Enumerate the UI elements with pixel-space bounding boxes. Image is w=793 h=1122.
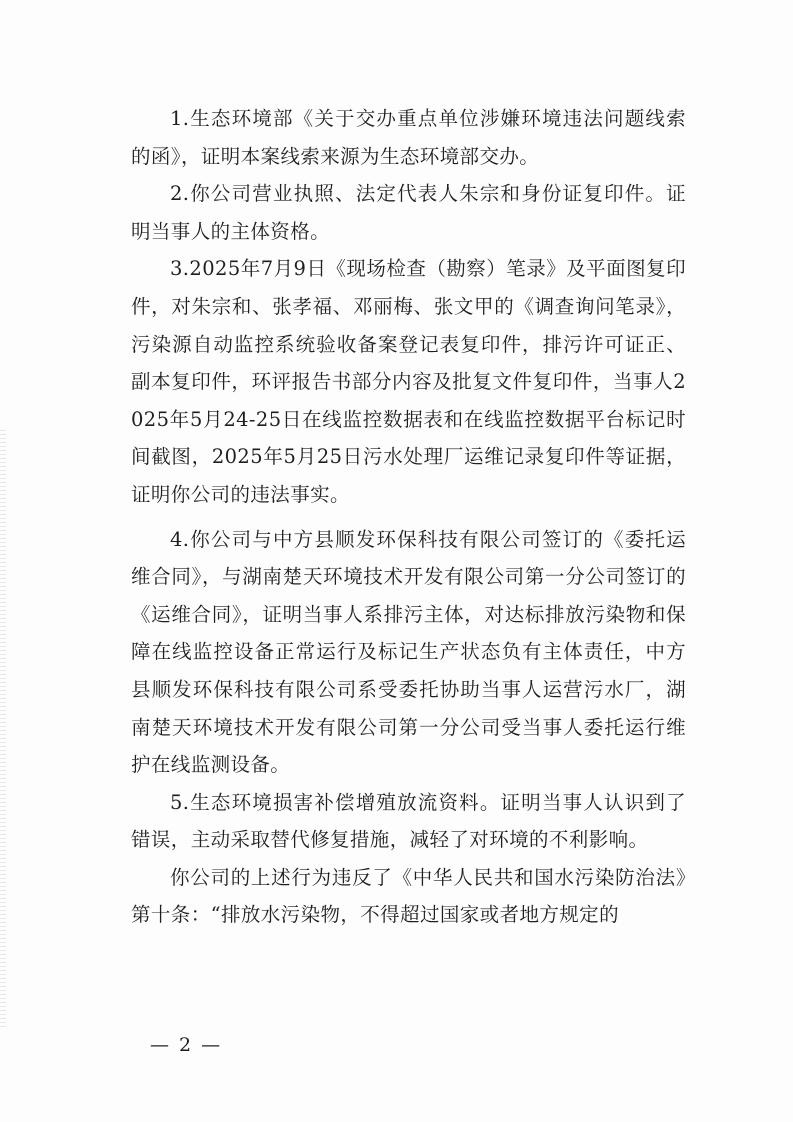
- evidence-item-5: 5.生态环境损害补偿增殖放流资料。证明当事人认识到了错误，主动采取替代修复措施，减轻了对环境的不利影响。: [131, 790, 686, 852]
- evidence-item-2: 2.你公司营业执照、法定代表人朱宗和身份证复印件。证明当事人的主体资格。: [131, 182, 686, 243]
- evidence-item-4: 4.你公司与中方县顺发环保科技有限公司签订的《委托运维合同》，与湖南楚天环境技术开发有限公司第一分公司签订的《运维合同》，证明当事人系排污主体，对达标排放污染物和保障在线监控设备正常运行及标记生产状态负有主体责任，中方县顺发环保科技有限公司系受委托协助当事人运营污水厂，湖南楚天环境技术开发有限公司第一分公司受当事人委托运行维护在线监测设备。: [131, 527, 686, 777]
- page-number: — 2 —: [150, 1034, 223, 1056]
- scan-edge-artifact: [0, 430, 6, 1030]
- evidence-item-3: 3.2025年7月9日《现场检查（勘察）笔录》及平面图复印件，对朱宗和、张孝福、邓丽梅、张文甲的《调查询问笔录》，污染源自动监控系统验收备案登记表复印件，排污许可证正、副本复印件，环评报告书部分内容及批复文件复印件，当事人2025年5月24-25日在线监控数据表和在线监控数据平台标记时间截图，2025年5月25日污水处理厂运维记录复印件等证据，证明你公司的违法事实。: [131, 257, 686, 506]
- legal-basis-paragraph: 你公司的上述行为违反了《中华人民共和国水污染防治法》第十条：“排放水污染物，不得超过国家或者地方规定的: [131, 865, 686, 927]
- evidence-item-1: 1.生态环境部《关于交办重点单位涉嫌环境违法问题线索的函》，证明本案线索来源为生态环境部交办。: [131, 107, 686, 168]
- document-body: [131, 100, 686, 934]
